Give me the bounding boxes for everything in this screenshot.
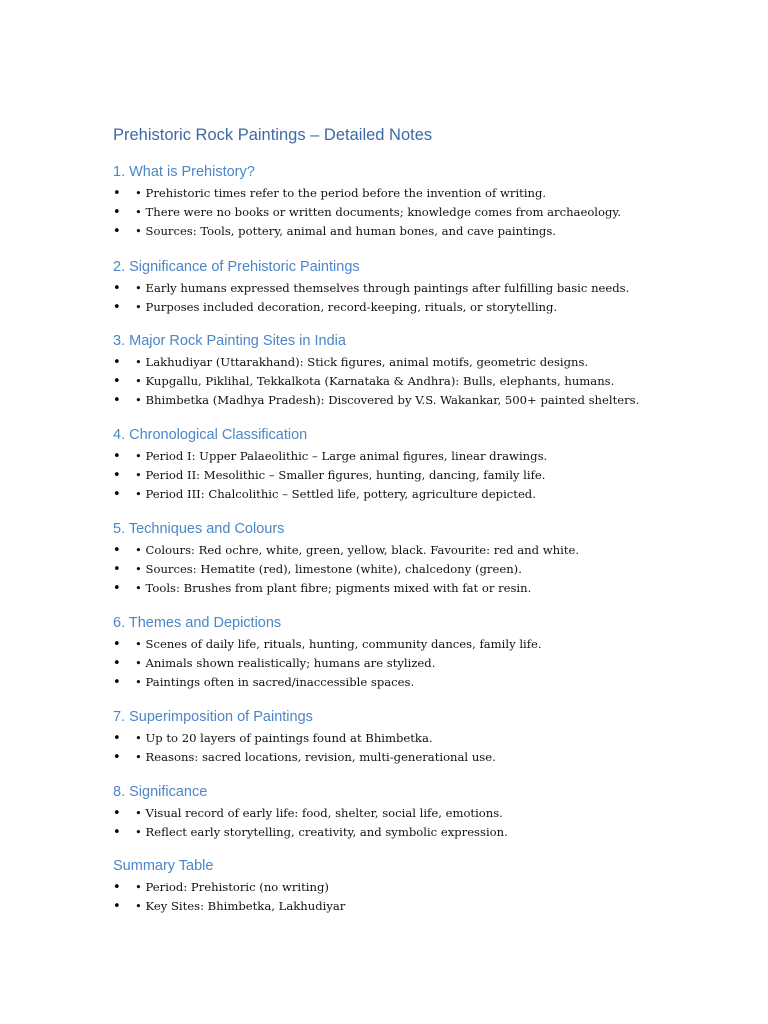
list-item <box>113 222 733 241</box>
list-item-text: • Visual record of early life: food, shelter, social life, emotions. <box>135 806 503 820</box>
list-item <box>113 654 733 673</box>
list-item-text: • Bhimbetka (Madhya Pradesh): Discovered by V.S. Wakankar, 500+ painted shelters. <box>135 393 640 407</box>
section-significance-of-paintings <box>113 257 733 317</box>
bullet-icon: • <box>113 675 121 690</box>
list-item-text: • Paintings often in sacred/inaccessible spaces. <box>135 675 415 689</box>
list-item-text: • Sources: Tools, pottery, animal and human bones, and cave paintings. <box>135 224 556 238</box>
document-title: Prehistoric Rock Paintings – Detailed Notes <box>113 126 433 144</box>
bullet-icon: • <box>113 880 121 895</box>
list-item <box>113 391 733 410</box>
list-item-text: • Purposes included decoration, record-keeping, rituals, or storytelling. <box>135 300 558 314</box>
bullet-icon: • <box>113 750 121 765</box>
list-item <box>113 579 733 598</box>
list-item <box>113 184 733 203</box>
bullet-icon: • <box>113 562 121 577</box>
section-heading: 1. What is Prehistory? <box>113 164 255 180</box>
bullet-icon: • <box>113 806 121 821</box>
section-major-sites <box>113 331 733 410</box>
bullet-icon: • <box>113 581 121 596</box>
list-item <box>113 372 733 391</box>
list-item-text: • Prehistoric times refer to the period before the invention of writing. <box>135 186 547 200</box>
list-item <box>113 353 733 372</box>
bullet-list <box>113 804 733 842</box>
bullet-list <box>113 279 733 317</box>
section-heading: 8. Significance <box>113 784 208 800</box>
bullet-list <box>113 447 733 504</box>
list-item <box>113 203 733 222</box>
section-chronological-classification <box>113 425 733 504</box>
bullet-icon: • <box>113 637 121 652</box>
list-item <box>113 560 733 579</box>
bullet-icon: • <box>113 355 121 370</box>
bullet-icon: • <box>113 205 121 220</box>
section-heading: 6. Themes and Depictions <box>113 615 282 631</box>
list-item-text: • Scenes of daily life, rituals, hunting, community dances, family life. <box>135 637 542 651</box>
bullet-icon: • <box>113 656 121 671</box>
list-item-text: • Lakhudiyar (Uttarakhand): Stick figures, animal motifs, geometric designs. <box>135 355 589 369</box>
section-heading: 3. Major Rock Painting Sites in India <box>113 333 346 349</box>
bullet-icon: • <box>113 393 121 408</box>
section-summary-table <box>113 856 733 916</box>
list-item <box>113 447 733 466</box>
bullet-icon: • <box>113 825 121 840</box>
list-item-text: • Key Sites: Bhimbetka, Lakhudiyar <box>135 899 346 913</box>
list-item-text: • Period: Prehistoric (no writing) <box>135 880 329 894</box>
list-item-text: • Reflect early storytelling, creativity, and symbolic expression. <box>135 825 508 839</box>
list-item <box>113 823 733 842</box>
list-item-text: • Colours: Red ochre, white, green, yellow, black. Favourite: red and white. <box>135 543 580 557</box>
list-item-text: • Period II: Mesolithic – Smaller figures, hunting, dancing, family life. <box>135 468 546 482</box>
list-item <box>113 298 733 317</box>
list-item <box>113 541 733 560</box>
section-themes-and-depictions <box>113 613 733 692</box>
bullet-icon: • <box>113 468 121 483</box>
bullet-icon: • <box>113 224 121 239</box>
bullet-icon: • <box>113 186 121 201</box>
bullet-list <box>113 353 733 410</box>
bullet-icon: • <box>113 300 121 315</box>
bullet-icon: • <box>113 543 121 558</box>
bullet-list <box>113 635 733 692</box>
list-item-text: • Reasons: sacred locations, revision, multi-generational use. <box>135 750 496 764</box>
list-item-text: • Sources: Hematite (red), limestone (white), chalcedony (green). <box>135 562 522 576</box>
list-item-text: • There were no books or written documents; knowledge comes from archaeology. <box>135 205 622 219</box>
list-item <box>113 729 733 748</box>
list-item <box>113 485 733 504</box>
list-item <box>113 878 733 897</box>
section-what-is-prehistory <box>113 162 733 241</box>
list-item <box>113 897 733 916</box>
list-item-text: • Kupgallu, Piklihal, Tekkalkota (Karnataka & Andhra): Bulls, elephants, humans. <box>135 374 615 388</box>
bullet-icon: • <box>113 487 121 502</box>
list-item-text: • Tools: Brushes from plant fibre; pigments mixed with fat or resin. <box>135 581 532 595</box>
list-item-text: • Early humans expressed themselves through paintings after fulfilling basic needs. <box>135 281 630 295</box>
list-item <box>113 804 733 823</box>
bullet-icon: • <box>113 449 121 464</box>
list-item-text: • Animals shown realistically; humans are stylized. <box>135 656 436 670</box>
section-heading: Summary Table <box>113 858 214 874</box>
bullet-list <box>113 729 733 767</box>
section-superimposition <box>113 707 733 767</box>
list-item <box>113 673 733 692</box>
section-techniques-and-colours <box>113 519 733 598</box>
list-item-text: • Up to 20 layers of paintings found at Bhimbetka. <box>135 731 433 745</box>
section-heading: 4. Chronological Classification <box>113 427 308 443</box>
bullet-list <box>113 878 733 916</box>
section-heading: 7. Superimposition of Paintings <box>113 709 313 725</box>
list-item <box>113 635 733 654</box>
list-item <box>113 748 733 767</box>
bullet-list <box>113 541 733 598</box>
list-item-text: • Period I: Upper Palaeolithic – Large animal figures, linear drawings. <box>135 449 548 463</box>
list-item <box>113 279 733 298</box>
section-significance <box>113 782 733 842</box>
section-heading: 5. Techniques and Colours <box>113 521 285 537</box>
bullet-icon: • <box>113 374 121 389</box>
bullet-icon: • <box>113 899 121 914</box>
section-heading: 2. Significance of Prehistoric Paintings <box>113 259 360 275</box>
bullet-icon: • <box>113 731 121 746</box>
bullet-list <box>113 184 733 241</box>
list-item-text: • Period III: Chalcolithic – Settled life, pottery, agriculture depicted. <box>135 487 536 501</box>
bullet-icon: • <box>113 281 121 296</box>
list-item <box>113 466 733 485</box>
